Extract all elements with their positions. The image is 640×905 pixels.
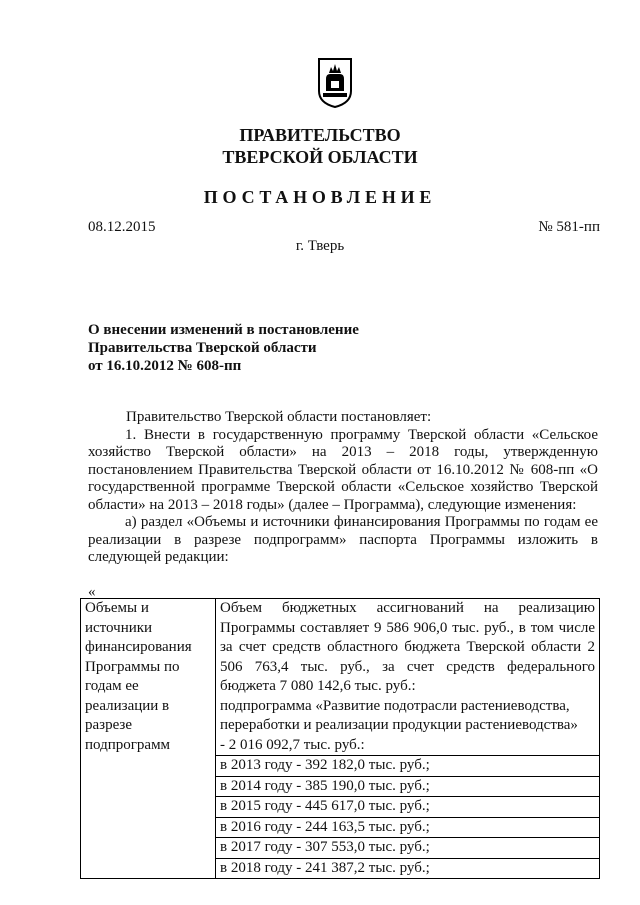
label-line: Объемы и (85, 600, 149, 616)
body-intro: Правительство Тверской области постановляет: (126, 409, 432, 425)
coat-of-arms-icon (317, 57, 353, 109)
document-number: № 581-пп (538, 219, 600, 235)
body-item-1a: а) раздел «Объемы и источники финансирования Программы по годам ее реализации в разрезе подпрограмм» паспорта Программы изложить в следующей редакции: (88, 514, 598, 565)
year-line: в 2015 году - 445 617,0 тыс. руб.; (216, 796, 599, 817)
funding-table (80, 598, 600, 879)
document-subject (88, 321, 359, 375)
year-line: в 2014 году - 385 190,0 тыс. руб.; (216, 776, 599, 797)
government-line-1: ПРАВИТЕЛЬСТВО (239, 125, 401, 145)
subprogram-total: - 2 016 092,7 тыс. руб.: (220, 736, 365, 753)
year-line: в 2018 году - 241 387,2 тыс. руб.; (216, 858, 599, 879)
government-line-2: ТВЕРСКОЙ ОБЛАСТИ (222, 147, 418, 167)
body-item-1: 1. Внести в государственную программу Тверской области «Сельское хозяйство Тверской области» на 2013 – 2018 годы, утвержденную постановлением Правительства Тверской области от 16.10.2012 № 608-пп «О государственной программе Тверской области «Сельское хозяйство Тверской области» на 2013 – 2018 годы» (далее – Программа), следующие изменения: (88, 426, 598, 513)
label-line: Программы по (85, 658, 180, 675)
year-line: в 2017 году - 307 553,0 тыс. руб.; (216, 837, 599, 858)
year-line: в 2016 году - 244 163,5 тыс. руб.; (216, 817, 599, 838)
open-quote: « (88, 584, 96, 600)
subject-line-1: О внесении изменений в постановление (88, 322, 359, 338)
document-date: 08.12.2015 (88, 219, 156, 235)
subprogram-line-1: подпрограмма «Развитие подотрасли растениеводства, (220, 697, 570, 714)
label-line: финансирования (85, 639, 192, 655)
document-body (88, 409, 598, 567)
label-line: источники (85, 619, 153, 636)
table-label-cell (81, 599, 216, 879)
table-value-cell (216, 599, 600, 879)
total-funding: Объем бюджетных ассигнований на реализацию Программы составляет 9 586 906,0 тыс. руб., в том числе за счет средств областного бюджета Тверской области 2 506 763,4 тыс. руб., за счет средств федерального бюджета 7 080 142,6 тыс. руб.: (220, 600, 595, 694)
subprogram-line-2: переработки и реализации продукции растениеводства» (220, 717, 578, 733)
subject-line-2: Правительства Тверской области (88, 340, 317, 356)
year-line: в 2013 году - 392 182,0 тыс. руб.; (216, 755, 599, 776)
label-line: разрезе (85, 717, 133, 733)
label-line: реализации в (85, 697, 170, 714)
subject-line-3: от 16.10.2012 № 608-пп (88, 358, 242, 374)
label-line: подпрограмм (85, 736, 171, 753)
government-title (0, 124, 640, 168)
table-row (81, 599, 600, 879)
label-line: годам ее (85, 678, 139, 694)
document-type: ПОСТАНОВЛЕНИЕ (203, 187, 437, 207)
document-city: г. Тверь (295, 238, 345, 254)
